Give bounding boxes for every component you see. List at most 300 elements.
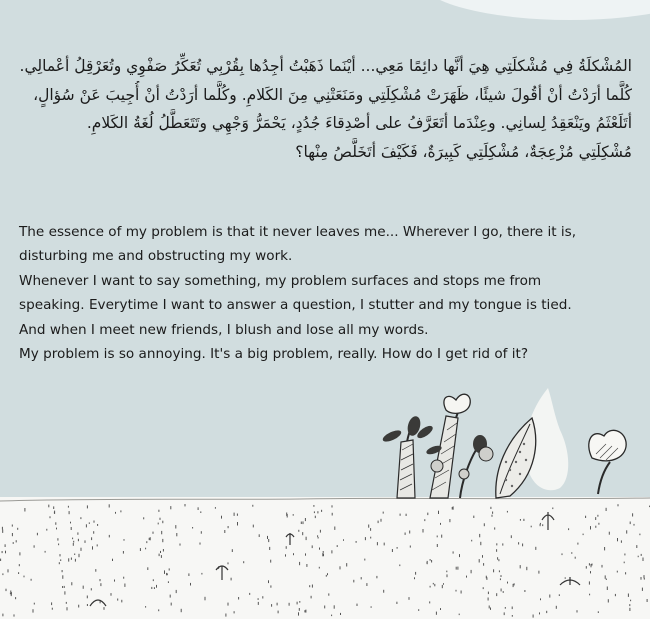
ground-dot <box>504 612 505 615</box>
ground-dot <box>151 587 152 589</box>
ground-dot <box>121 600 122 603</box>
ground-dot <box>298 530 299 532</box>
ground-dot <box>624 562 625 564</box>
ground-dot <box>483 563 484 566</box>
ground-dot <box>160 518 161 520</box>
ground-dot <box>69 511 70 514</box>
ground-dot <box>70 522 71 524</box>
ground-dot <box>466 576 467 578</box>
ground-dot <box>72 538 73 540</box>
ground-dot <box>317 511 318 513</box>
ground-dot <box>370 537 371 539</box>
ground-dot <box>609 532 610 535</box>
arabic-text-block <box>12 52 632 166</box>
ground-dot <box>409 597 410 600</box>
ground-dot <box>431 560 432 563</box>
ground-dot <box>54 511 55 514</box>
ground-dot <box>112 559 113 561</box>
english-line: My problem is so annoying. It's a big problem, really. How do I get rid of it? <box>19 346 529 363</box>
ground-dot <box>56 528 57 530</box>
ground-dot <box>585 516 586 518</box>
ground-dot <box>303 521 304 524</box>
ground-dot <box>443 583 444 585</box>
ground-dot <box>418 609 419 611</box>
ground-dot <box>535 547 536 550</box>
ground-dot <box>232 549 233 552</box>
ground-dot <box>304 610 305 612</box>
ground-dot <box>143 517 144 519</box>
ground-dot <box>8 569 9 572</box>
ground-dot <box>299 608 300 611</box>
ground-dot <box>370 528 371 531</box>
ground-dot <box>231 578 232 581</box>
ground-dot <box>12 533 13 536</box>
ground-dot <box>301 522 302 525</box>
ground-dot <box>11 593 12 596</box>
ground-dot <box>258 602 259 605</box>
ground-dot <box>628 594 629 597</box>
ground-dot <box>617 538 618 541</box>
ground-dot <box>383 590 384 593</box>
ground-dot <box>87 596 88 599</box>
ground-dot <box>511 535 512 538</box>
ground-dot <box>45 551 46 553</box>
ground-dot <box>34 603 35 605</box>
ground-dot <box>364 559 365 561</box>
ground-dot <box>479 559 480 562</box>
ground-dot <box>332 505 333 507</box>
ground-dot <box>180 544 181 546</box>
ground-dot <box>15 597 16 599</box>
ground-dot <box>91 537 92 540</box>
ground-dot <box>493 569 494 572</box>
ground-dot <box>437 536 438 538</box>
ground-dot <box>437 544 438 547</box>
ground-dot <box>145 548 146 550</box>
ground-dot <box>309 585 310 587</box>
ground-dot <box>228 526 229 528</box>
english-line: Whenever I want to say something, my problem surfaces and stops me from <box>19 272 542 289</box>
ground-dot <box>531 526 532 528</box>
ground-dot <box>376 576 377 578</box>
ground-dot <box>571 552 572 554</box>
ground-dot <box>457 567 458 570</box>
ground-dot <box>410 546 411 548</box>
white-tulip-right <box>589 430 626 461</box>
ground-dot <box>92 546 93 549</box>
ground-dot <box>429 601 430 603</box>
ground-dot <box>383 512 384 514</box>
ground-dot <box>514 583 515 585</box>
ground-dot <box>577 610 578 612</box>
ground-dot <box>644 578 645 580</box>
ground-dot <box>77 532 78 534</box>
ground-dot <box>74 554 75 556</box>
ground-dot <box>5 551 6 554</box>
ground-dot <box>192 527 193 529</box>
dark-leaves <box>381 415 487 456</box>
ground-dot <box>171 603 172 606</box>
ground-dot <box>201 531 202 534</box>
ground-dot <box>109 504 110 507</box>
ground-dot <box>562 553 563 555</box>
ground-dot <box>83 586 84 589</box>
ground-dot <box>340 566 341 569</box>
ground-dot <box>480 542 481 545</box>
ground-dot <box>565 577 566 579</box>
ground-dot <box>602 565 603 568</box>
ground-dot <box>66 602 67 604</box>
arabic-line: المُشْكلَةُ فِي مُشْكلَتِي هِيَ أنَّها دائِمًا مَعِي... أيْنَما ذَهَبْتُ أجِدُها بِقُرْبِي تُعَكِّرُ صَفْوِي وتُعَرْقِلُ أعْمالِي. <box>19 57 632 75</box>
ground-dot <box>57 538 58 540</box>
ground-dot <box>123 577 124 579</box>
ground-dot <box>641 554 642 556</box>
ground-dot <box>634 524 635 526</box>
ground-dot <box>559 594 560 596</box>
ground-dot <box>319 548 320 550</box>
ground-dot <box>313 505 314 507</box>
ground-dot <box>278 611 279 614</box>
ground-dot <box>357 604 358 606</box>
ground-dot <box>234 611 235 613</box>
ground-dot <box>494 527 495 529</box>
ground-dot <box>163 549 164 552</box>
ground-dot <box>512 615 513 617</box>
ground-dot <box>0 559 1 561</box>
english-line: And when I meet new friends, I blush and lose all my words. <box>19 321 429 338</box>
ground-dot <box>605 575 606 578</box>
ground-dot <box>2 573 3 575</box>
ground-dot <box>643 558 644 562</box>
ground-dot <box>520 565 521 568</box>
ground-dot <box>502 543 503 545</box>
ground-dot <box>123 551 124 554</box>
ground-dot <box>71 582 72 585</box>
ground-dot <box>461 591 462 594</box>
ground-dot <box>533 615 534 618</box>
ground-dot <box>523 519 524 521</box>
ground-dot <box>64 591 65 594</box>
ground-dot <box>156 585 157 588</box>
ground-dot <box>642 588 643 591</box>
ground-dot <box>490 608 491 610</box>
ground-dot <box>621 540 622 542</box>
ground-dot <box>176 533 177 536</box>
ground-dot <box>639 534 640 536</box>
ground-dot <box>492 515 493 517</box>
ground-dot <box>592 564 593 566</box>
ground-dot <box>60 554 61 556</box>
ground-dot <box>590 571 591 573</box>
ground-dot <box>586 566 587 569</box>
ground-dot <box>427 513 428 516</box>
ground-dot <box>73 541 74 543</box>
ground-dot <box>302 532 303 535</box>
ground-dot <box>397 547 398 549</box>
ground-dot <box>120 510 121 512</box>
ground-dot <box>440 523 441 525</box>
ground-dot <box>542 524 543 526</box>
ground-dot <box>277 603 278 606</box>
ground-dot <box>568 528 569 530</box>
ground-dot <box>176 590 177 593</box>
ground-dot <box>459 554 460 557</box>
ground-dot <box>589 581 590 584</box>
ground-dot <box>577 543 578 545</box>
ground-dot <box>97 524 98 526</box>
ground-dot <box>249 593 250 595</box>
corner-highlight <box>420 0 650 20</box>
ground-dot <box>95 569 96 572</box>
ground-dot <box>168 581 169 583</box>
ground-dot <box>86 524 87 527</box>
ground-dot <box>499 570 500 572</box>
ground-dot <box>430 586 431 588</box>
ground-dot <box>293 514 294 516</box>
ground-dot <box>414 577 415 579</box>
ground-dot <box>200 543 201 545</box>
ground-dot <box>34 545 35 547</box>
ground-dot <box>80 517 81 519</box>
ground-dot <box>479 534 480 537</box>
ground-dot <box>2 551 3 553</box>
ground-dot <box>164 570 165 574</box>
english-line: speaking. Everytime I want to answer a question, I stutter and my tongue is tied. <box>19 297 572 314</box>
ground-dot <box>58 544 59 546</box>
ground-dot <box>590 526 591 529</box>
ground-dot <box>286 513 287 516</box>
ground-dot <box>442 585 443 588</box>
tulip-flower <box>444 394 470 413</box>
ground-dot <box>482 555 483 558</box>
ground-dot <box>500 578 501 580</box>
ground-dot <box>198 507 199 510</box>
ground-dot <box>446 571 447 573</box>
ground-dot <box>591 564 592 567</box>
ground-dot <box>299 562 300 565</box>
ground-dot <box>604 547 605 550</box>
ground-dot <box>456 567 457 570</box>
ground-dot <box>62 575 63 579</box>
ground-dot <box>540 598 541 600</box>
ground-dot <box>647 599 648 602</box>
ground-dot <box>201 573 202 575</box>
ground-dot <box>540 524 541 526</box>
ground-dot <box>324 606 325 609</box>
ground-dot <box>170 506 171 509</box>
ground-dot <box>85 540 86 543</box>
ground-dot <box>423 529 424 533</box>
ground-dot <box>583 534 584 536</box>
ground-dot <box>589 563 590 565</box>
ground-dot <box>73 543 74 546</box>
ground-dot <box>124 539 125 541</box>
ground-dot <box>71 527 72 530</box>
ground-dot <box>625 572 626 574</box>
ground-dot <box>630 600 631 602</box>
ground-dot <box>79 554 80 557</box>
ground-dot <box>2 614 3 617</box>
ground-dot <box>24 508 25 512</box>
ground-dot <box>114 580 115 582</box>
ground-dot <box>624 554 625 556</box>
ground-dot <box>160 551 161 553</box>
ground-dot <box>200 511 201 513</box>
ground-dot <box>337 545 338 547</box>
ground-dot <box>215 507 216 509</box>
ground-dot <box>334 605 335 608</box>
ground-dot <box>293 553 294 555</box>
ground-dot <box>18 572 19 574</box>
ground-dot <box>520 519 521 521</box>
ground-dot <box>396 602 397 604</box>
ground-dot <box>234 513 235 516</box>
ground-dot <box>496 543 497 545</box>
ground-dot <box>507 511 508 513</box>
ground-dot <box>434 584 435 586</box>
ground-dot <box>10 591 11 593</box>
ground-dot <box>598 523 599 525</box>
ground-dot <box>5 544 6 547</box>
ground-dot <box>117 599 118 601</box>
ground-dot <box>636 545 637 548</box>
ground-dot <box>589 594 590 596</box>
ground-dot <box>299 601 300 603</box>
ground-dot <box>512 607 513 610</box>
ground-dot <box>60 559 61 561</box>
ground-dot <box>526 567 527 570</box>
ground-dot <box>405 533 406 535</box>
ground-dot <box>629 604 630 606</box>
ground-dot <box>237 522 238 526</box>
ground-dot <box>471 570 472 573</box>
ground-dot <box>267 536 268 539</box>
ground-dot <box>615 594 616 596</box>
ground-dot <box>298 612 299 615</box>
ground-dot <box>334 527 335 530</box>
ground-dot <box>399 565 400 567</box>
ground-dot <box>331 615 332 617</box>
ground-dot <box>438 511 439 514</box>
ground-dot <box>46 529 47 531</box>
ground-dot <box>356 541 357 543</box>
ground-dot <box>319 567 320 569</box>
ground-dot <box>368 525 369 528</box>
ground-dot <box>538 571 539 574</box>
ground-dot <box>87 505 88 508</box>
ground-dot <box>436 612 437 615</box>
ground-dot <box>305 610 306 613</box>
ground-dot <box>6 589 7 591</box>
ground-dot <box>62 586 63 588</box>
ground-dot <box>314 511 315 513</box>
ground-dot <box>606 579 607 581</box>
ground-dot <box>188 573 189 576</box>
ground-dot <box>392 549 393 552</box>
ground-dot <box>19 552 20 555</box>
ground-dot <box>185 504 186 506</box>
ground-dot <box>483 587 484 589</box>
ground-dot <box>51 602 52 605</box>
ground-dot <box>328 593 329 595</box>
ground-dot <box>159 554 160 557</box>
ground-dot <box>167 573 168 575</box>
ground-dot <box>606 508 607 511</box>
ground-dot <box>311 596 312 599</box>
ground-dot <box>496 549 497 552</box>
ground-dot <box>522 544 523 547</box>
ground-dot <box>630 522 631 525</box>
ground-dot <box>190 583 191 586</box>
ground-dot <box>629 608 630 611</box>
ground-dot <box>109 535 110 538</box>
ground-dot <box>289 603 290 606</box>
ground-dot <box>100 601 101 603</box>
ground-dot <box>62 570 63 572</box>
ground-dot <box>238 597 239 600</box>
ground-dot <box>37 533 38 536</box>
ground-dot <box>575 557 576 559</box>
ground-dot <box>100 579 101 581</box>
ground-dot <box>97 544 98 546</box>
ground-dot <box>306 564 307 567</box>
ground-dot <box>361 577 362 579</box>
plant-illustration <box>0 370 650 619</box>
ground-dot <box>595 517 596 520</box>
ground-dot <box>306 537 307 540</box>
ground-dot <box>343 539 344 541</box>
ground-dot <box>492 512 493 514</box>
ground-dot <box>270 585 271 587</box>
ground-dot <box>496 593 497 596</box>
english-line: The essence of my problem is that it never leaves me... Wherever I go, there it is, <box>19 224 577 240</box>
arabic-line: مُشْكِلَتِي مُزْعِجَةٌ، مُشْكِلَتِي كَبِيرَةٌ، فَكَيْفَ أتَخَلَّصُ مِنْها؟ <box>295 142 632 161</box>
ground-dot <box>13 542 14 544</box>
ground-sprouts <box>90 512 580 606</box>
ground-dot <box>146 541 147 543</box>
ground-dot <box>262 596 263 598</box>
ground-dot <box>406 514 407 516</box>
ground-dot <box>453 506 454 509</box>
ground-dot <box>78 605 79 608</box>
ground-dot <box>626 530 627 533</box>
ground-dot <box>67 607 68 610</box>
ground-dot <box>312 545 313 548</box>
english-text-block <box>19 220 639 366</box>
ground-dot <box>490 507 491 509</box>
ground-dot <box>546 611 547 613</box>
ground-dot <box>524 590 525 592</box>
arabic-line: أتَلَعْثَمُ ويَنْعَقِدُ لِسانِي. وعِنْدَما أتَعَرَّفُ على أصْدِقاءَ جُدُدٍ، يَحْمَرُّ وَجْهِي وتَتَعَطَّلُ لُغَةُ الكَلامِ. <box>86 114 632 132</box>
ground-dot <box>305 553 306 555</box>
ground-dot <box>162 521 163 524</box>
ground-dot <box>75 559 76 562</box>
ground-dot <box>153 532 154 534</box>
ground-dot <box>552 508 553 510</box>
ground-dot <box>147 567 148 570</box>
ground-dot <box>269 547 270 550</box>
ground-dot <box>378 521 379 524</box>
ground-dot <box>430 559 431 561</box>
ground-dot <box>384 543 385 546</box>
ground-dot <box>327 573 328 575</box>
ground-dot <box>33 609 34 612</box>
ground-dot <box>595 526 596 528</box>
ground-dot <box>607 587 608 591</box>
ground-dot <box>381 519 382 522</box>
ground-dot <box>400 514 401 516</box>
ground-dot <box>150 537 151 540</box>
